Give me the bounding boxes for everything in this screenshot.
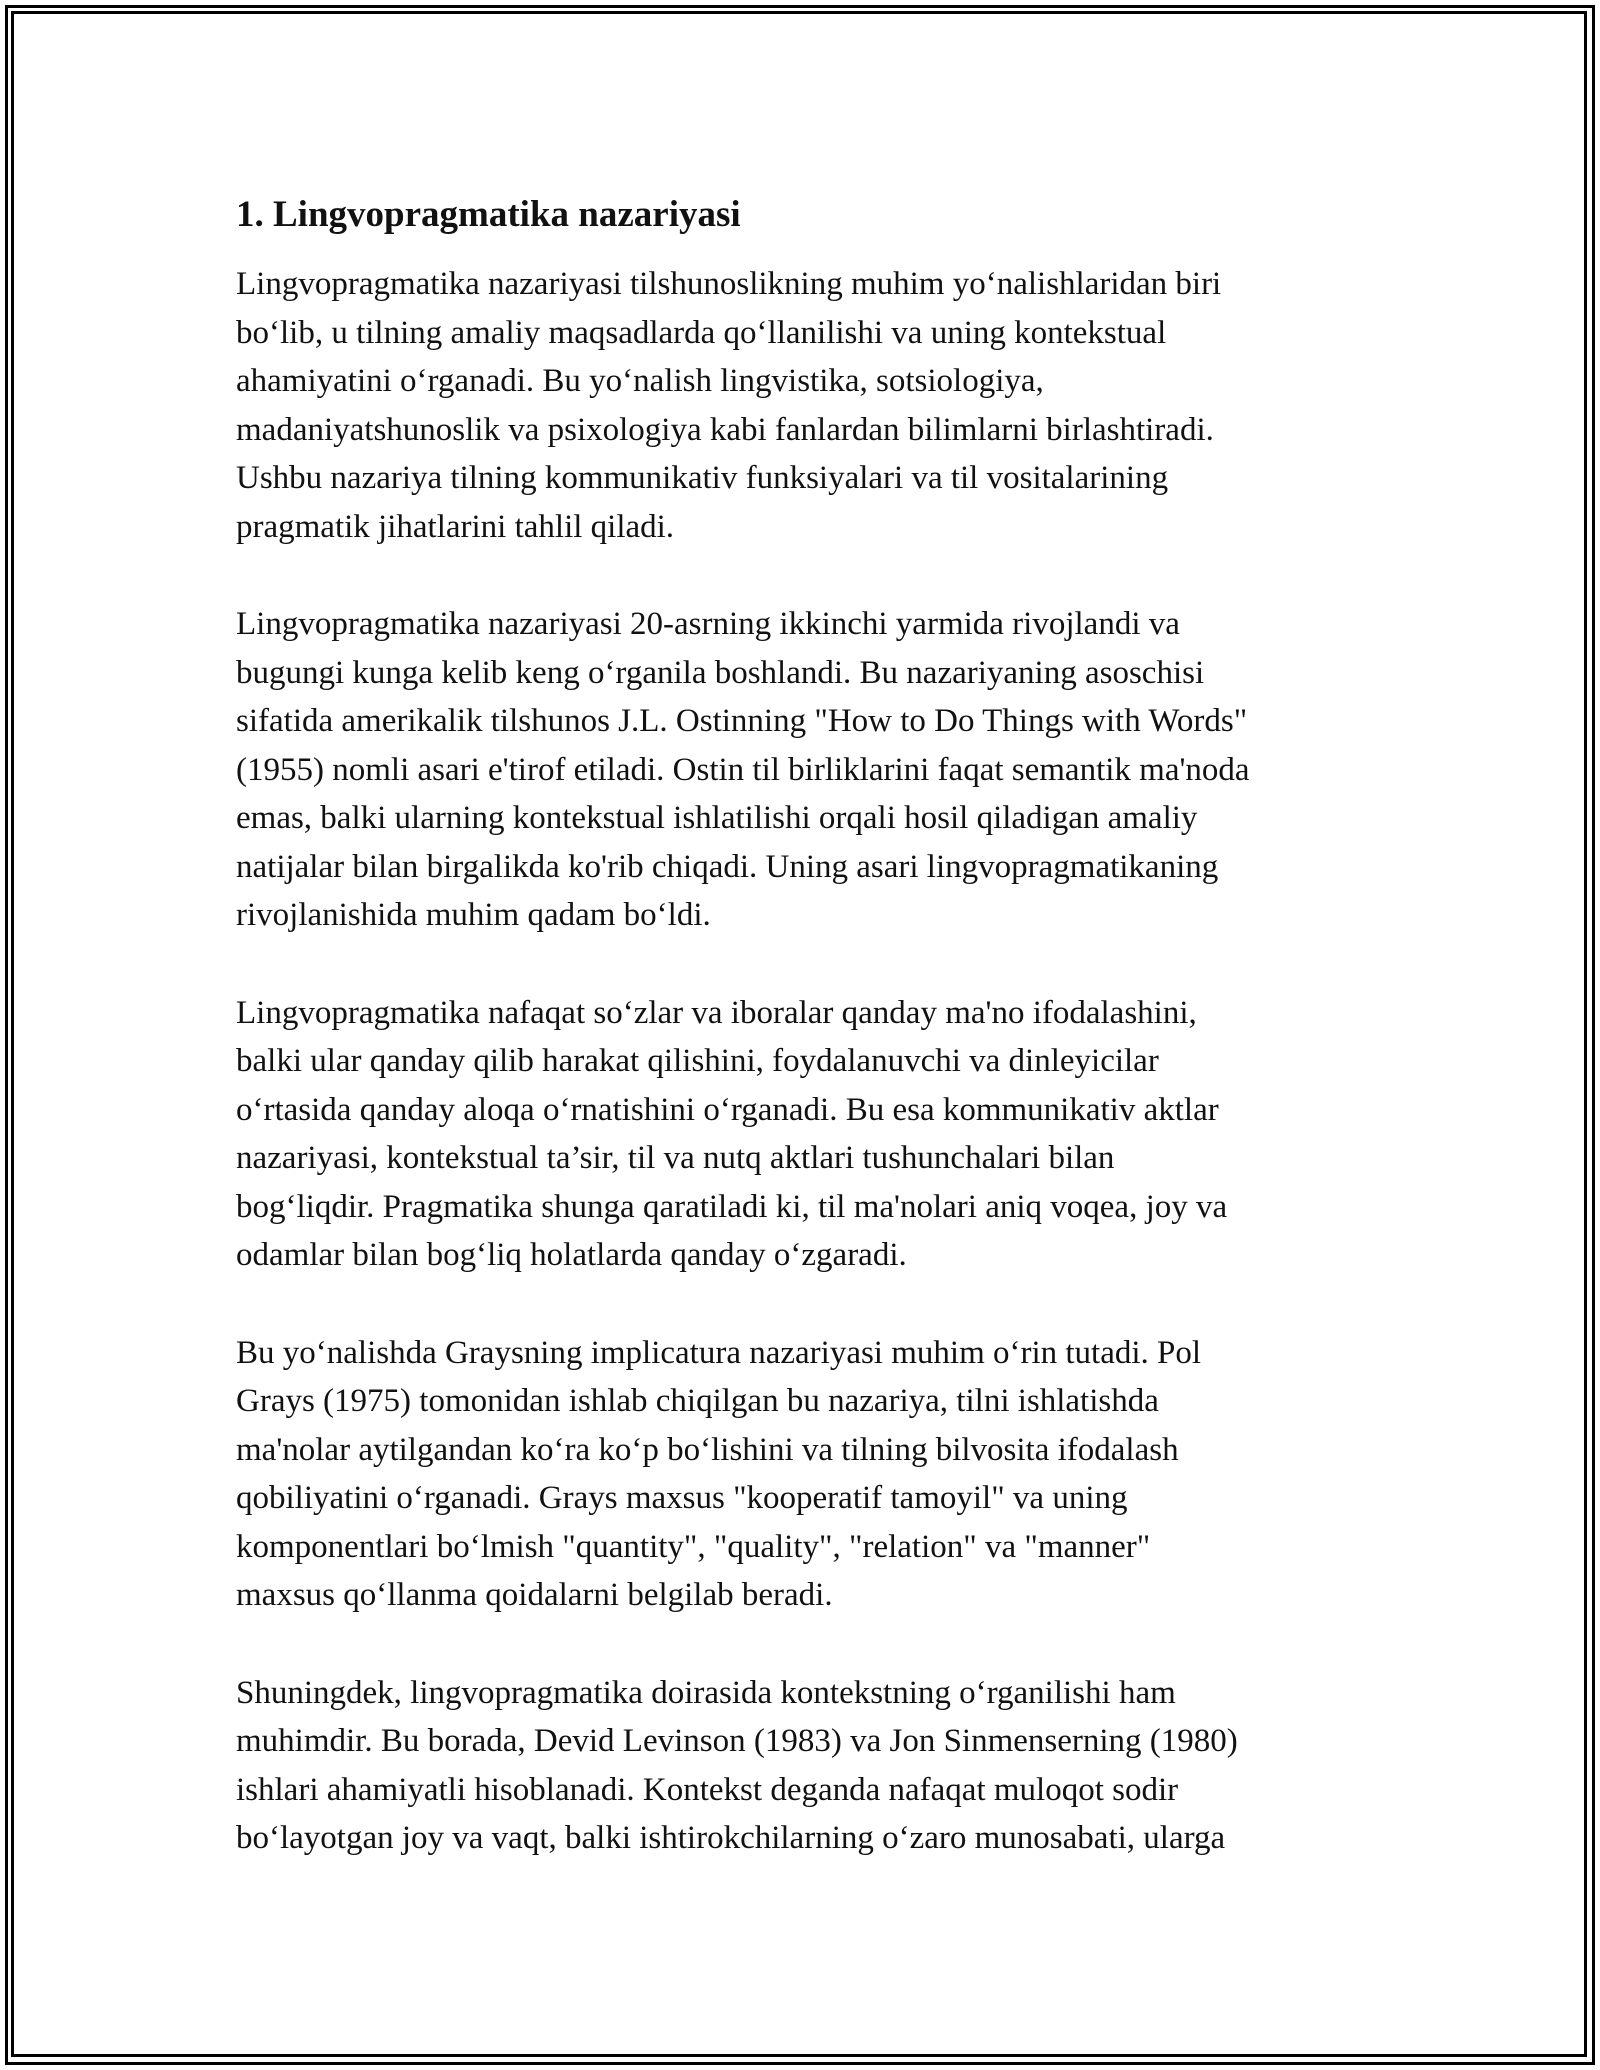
document-body: [236, 190, 1386, 1863]
paragraph-line: Bu yo‘nalishda Graysning implicatura nazariyasi muhim o‘rin tutadi. Pol: [236, 1334, 1202, 1371]
paragraph-line: Ushbu nazariya tilning kommunikativ funksiyalari va til vositalarining: [236, 460, 1169, 496]
paragraph-line: odamlar bilan bog‘liq holatlarda qanday o‘zgaradi.: [236, 1237, 907, 1273]
paragraph-line: Lingvopragmatika nazariyasi tilshunoslikning muhim yo‘nalishlaridan biri: [236, 266, 1222, 302]
paragraph-line: Grays (1975) tomonidan ishlab chiqilgan bu nazariya, tilni ishlatishda: [236, 1383, 1159, 1419]
paragraph-line: maxsus qo‘llanma qoidalarni belgilab beradi.: [236, 1577, 833, 1613]
paragraph: [236, 1669, 1386, 1863]
paragraph-line: emas, balki ularning kontekstual ishlatilishi orqali hosil qiladigan amaliy: [236, 800, 1198, 836]
paragraph-line: nazariyasi, kontekstual ta’sir, til va nutq aktlari tushunchalari bilan: [236, 1140, 1115, 1176]
paragraph: [236, 260, 1386, 551]
paragraph: [236, 600, 1386, 940]
paragraph-line: bo‘lib, u tilning amaliy maqsadlarda qo‘llanilishi va uning kontekstual: [236, 314, 1167, 351]
paragraph-line: muhimdir. Bu borada, Devid Levinson (1983) va Jon Sinmenserning (1980): [236, 1723, 1238, 1759]
paragraph-line: madaniyatshunoslik va psixologiya kabi fanlardan bilimlarni birlashtiradi.: [236, 411, 1214, 448]
paragraph: [236, 989, 1386, 1280]
paragraph-line: rivojlanishida muhim qadam bo‘ldi.: [236, 897, 711, 933]
paragraph-line: ishlari ahamiyatli hisoblanadi. Kontekst deganda nafaqat muloqot sodir: [236, 1771, 1179, 1808]
paragraph: [236, 1329, 1386, 1620]
paragraph-line: sifatida amerikalik tilshunos J.L. Ostinning "How to Do Things with Words": [236, 703, 1248, 739]
paragraph-line: ahamiyatini o‘rganadi. Bu yo‘nalish lingvistika, sotsiologiya,: [236, 363, 1044, 399]
paragraph-line: qobiliyatini o‘rganadi. Grays maxsus "kooperatif tamoyil" va uning: [236, 1480, 1128, 1516]
paragraph-line: (1955) nomli asari e'tirof etiladi. Ostin til birliklarini faqat semantik ma'noda: [236, 751, 1250, 788]
paragraph-line: Lingvopragmatika nazariyasi 20-asrning ikkinchi yarmida rivojlandi va: [236, 606, 1180, 642]
paragraph-line: Lingvopragmatika nafaqat so‘zlar va iboralar qanday ma'no ifodalashini,: [236, 994, 1197, 1031]
paragraph-line: ma'nolar aytilgandan ko‘ra ko‘p bo‘lishini va tilning bilvosita ifodalash: [236, 1431, 1179, 1468]
paragraph-line: Shuningdek, lingvopragmatika doirasida kontekstning o‘rganilishi ham: [236, 1674, 1176, 1711]
paragraph-line: balki ular qanday qilib harakat qilishini, foydalanuvchi va dinleyicilar: [236, 1043, 1159, 1079]
paragraph-line: o‘rtasida qanday aloqa o‘rnatishini o‘rganadi. Bu esa kommunikativ aktlar: [236, 1091, 1219, 1128]
paragraph-line: pragmatik jihatlarini tahlil qiladi.: [236, 508, 675, 545]
paragraph-line: bog‘liqdir. Pragmatika shunga qaratiladi ki, til ma'nolari aniq voqea, joy va: [236, 1188, 1228, 1225]
paragraphs: [236, 260, 1386, 1863]
paragraph-line: komponentlari bo‘lmish "quantity", "quality", "relation" va "manner": [236, 1528, 1151, 1565]
paragraph-line: bugungi kunga kelib keng o‘rganila boshlandi. Bu nazariyaning asoschisi: [236, 654, 1205, 691]
paragraph-line: bo‘layotgan joy va vaqt, balki ishtirokchilarning o‘zaro munosabati, ularga: [236, 1820, 1226, 1856]
section-heading: 1. Lingvopragmatika nazariyasi: [236, 194, 741, 235]
paragraph-line: natijalar bilan birgalikda ko'rib chiqadi. Uning asari lingvopragmatikaning: [236, 848, 1219, 885]
